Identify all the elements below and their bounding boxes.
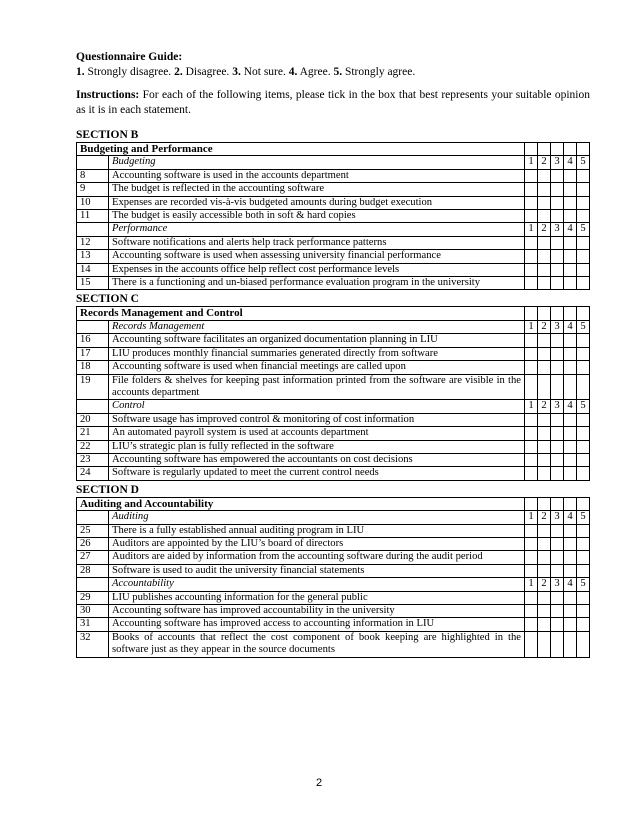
tick-box-5[interactable] (577, 236, 590, 249)
tick-box-3[interactable] (551, 277, 564, 290)
tick-box-2[interactable] (538, 169, 551, 182)
empty-cell (564, 307, 577, 320)
tick-box-2[interactable] (538, 277, 551, 290)
scale-header: 3 (551, 400, 564, 413)
item-number: 25 (77, 524, 109, 537)
empty-cell (551, 307, 564, 320)
empty-cell (525, 307, 538, 320)
tick-box-1[interactable] (525, 413, 538, 426)
table-row (77, 524, 590, 537)
item-number: 8 (77, 169, 109, 182)
questionnaire-table (76, 497, 590, 658)
tick-box-3[interactable] (551, 250, 564, 263)
tick-box-3[interactable] (551, 467, 564, 480)
scale-header: 4 (564, 578, 577, 591)
scale-header: 1 (525, 400, 538, 413)
empty-cell (77, 400, 109, 413)
section-heading: Records Management and Control (77, 307, 525, 320)
scale-header: 2 (538, 400, 551, 413)
tick-box-1[interactable] (525, 236, 538, 249)
group-name: Records Management (109, 320, 525, 333)
group-name: Accountability (109, 578, 525, 591)
table-row (77, 551, 590, 564)
scale-header: 5 (577, 400, 590, 413)
section-title: SECTION D (76, 483, 139, 496)
group-name: Budgeting (109, 156, 525, 169)
tick-box-2[interactable] (538, 631, 551, 657)
tick-box-1[interactable] (525, 334, 538, 347)
tick-box-4[interactable] (564, 564, 577, 577)
tick-box-5[interactable] (577, 631, 590, 657)
tick-box-1[interactable] (525, 427, 538, 440)
guide-title: Questionnaire Guide: (76, 51, 183, 63)
item-number: 20 (77, 413, 109, 426)
tick-box-1[interactable] (525, 631, 538, 657)
table-row (77, 537, 590, 550)
tick-box-5[interactable] (577, 413, 590, 426)
scale-header: 5 (577, 511, 590, 524)
tick-box-3[interactable] (551, 618, 564, 631)
tick-box-2[interactable] (538, 618, 551, 631)
tick-box-4[interactable] (564, 453, 577, 466)
section-title: SECTION B (76, 129, 139, 141)
tick-box-4[interactable] (564, 467, 577, 480)
item-statement: Auditors are appointed by the LIU’s board of directors (109, 537, 525, 550)
empty-cell (564, 497, 577, 510)
tick-box-5[interactable] (577, 210, 590, 223)
tick-box-3[interactable] (551, 183, 564, 196)
item-statement: Accounting software is used in the accounts department (109, 169, 525, 182)
item-number: 19 (77, 374, 109, 400)
table-row (77, 236, 590, 249)
page-number: 2 (315, 777, 323, 789)
tick-box-4[interactable] (564, 631, 577, 657)
tick-box-5[interactable] (577, 277, 590, 290)
group-header-row (77, 400, 590, 413)
scale-header: 2 (538, 320, 551, 333)
empty-cell (564, 143, 577, 156)
scale-header: 1 (525, 156, 538, 169)
item-number: 17 (77, 347, 109, 360)
tick-box-3[interactable] (551, 347, 564, 360)
scale-header: 2 (538, 223, 551, 236)
tick-box-1[interactable] (525, 277, 538, 290)
tick-box-3[interactable] (551, 605, 564, 618)
tick-box-4[interactable] (564, 427, 577, 440)
tick-box-2[interactable] (538, 196, 551, 209)
scale-header: 3 (551, 578, 564, 591)
table-row (77, 605, 590, 618)
scale-header: 4 (564, 156, 577, 169)
table-row (77, 277, 590, 290)
item-statement: Software usage has improved control & monitoring of cost information (109, 413, 525, 426)
tick-box-3[interactable] (551, 453, 564, 466)
scale-header: 1 (525, 511, 538, 524)
table-row (77, 467, 590, 480)
item-statement: LIU’s strategic plan is fully reflected in the software (109, 440, 525, 453)
tick-box-1[interactable] (525, 183, 538, 196)
section-heading-row (77, 143, 590, 156)
instructions-text: For each of the following items, please tick in the box that best represents your suitable opinion as it is in each statement. (76, 89, 591, 116)
tick-box-2[interactable] (538, 183, 551, 196)
tick-box-2[interactable] (538, 467, 551, 480)
guide-scale (76, 65, 590, 80)
tick-box-1[interactable] (525, 524, 538, 537)
table-row (77, 374, 590, 400)
empty-cell (538, 143, 551, 156)
questionnaire-table (76, 306, 590, 480)
empty-cell (551, 143, 564, 156)
group-name: Control (109, 400, 525, 413)
tick-box-3[interactable] (551, 169, 564, 182)
table-row (77, 361, 590, 374)
tick-box-4[interactable] (564, 347, 577, 360)
empty-cell (77, 223, 109, 236)
tick-box-4[interactable] (564, 618, 577, 631)
scale-header: 4 (564, 223, 577, 236)
scale-num: 4. (288, 66, 298, 78)
tick-box-5[interactable] (577, 169, 590, 182)
item-number: 16 (77, 334, 109, 347)
scale-label: Agree. (299, 66, 331, 78)
tick-box-3[interactable] (551, 196, 564, 209)
tick-box-1[interactable] (525, 250, 538, 263)
tick-box-2[interactable] (538, 374, 551, 400)
tick-box-5[interactable] (577, 347, 590, 360)
tick-box-4[interactable] (564, 196, 577, 209)
empty-cell (77, 320, 109, 333)
tick-box-3[interactable] (551, 591, 564, 604)
table-row (77, 453, 590, 466)
tick-box-2[interactable] (538, 453, 551, 466)
tick-box-3[interactable] (551, 631, 564, 657)
empty-cell (577, 497, 590, 510)
tick-box-2[interactable] (538, 605, 551, 618)
group-header-row (77, 223, 590, 236)
tick-box-4[interactable] (564, 524, 577, 537)
item-number: 32 (77, 631, 109, 657)
empty-cell (538, 307, 551, 320)
section-heading-row (77, 497, 590, 510)
scale-header: 4 (564, 511, 577, 524)
tick-box-4[interactable] (564, 277, 577, 290)
table-row (77, 169, 590, 182)
group-header-row (77, 578, 590, 591)
item-statement: There is a fully established annual auditing program in LIU (109, 524, 525, 537)
tick-box-1[interactable] (525, 605, 538, 618)
scale-header: 4 (564, 320, 577, 333)
item-statement: Accounting software is used when financial meetings are called upon (109, 361, 525, 374)
tick-box-5[interactable] (577, 263, 590, 276)
item-number: 11 (77, 210, 109, 223)
instructions-label: Instructions: (76, 89, 140, 101)
scale-label: Strongly disagree. (87, 66, 172, 78)
section-heading: Budgeting and Performance (77, 143, 525, 156)
scale-num: 3. (232, 66, 241, 78)
empty-cell (525, 143, 538, 156)
tick-box-1[interactable] (525, 618, 538, 631)
item-number: 30 (77, 605, 109, 618)
section-title: SECTION C (76, 293, 139, 306)
tick-box-1[interactable] (525, 591, 538, 604)
item-number: 13 (77, 250, 109, 263)
scale-num: 2. (174, 66, 183, 78)
empty-cell (77, 511, 109, 524)
tick-box-5[interactable] (577, 196, 590, 209)
tick-box-3[interactable] (551, 440, 564, 453)
scale-header: 5 (577, 223, 590, 236)
tick-box-3[interactable] (551, 564, 564, 577)
item-statement: Software is used to audit the university financial statements (109, 564, 525, 577)
scale-header: 4 (564, 400, 577, 413)
table-row (77, 250, 590, 263)
tick-box-5[interactable] (577, 605, 590, 618)
empty-cell (577, 307, 590, 320)
empty-cell (538, 497, 551, 510)
tick-box-4[interactable] (564, 440, 577, 453)
table-row (77, 183, 590, 196)
tick-box-3[interactable] (551, 263, 564, 276)
tick-box-2[interactable] (538, 427, 551, 440)
item-number: 12 (77, 236, 109, 249)
tick-box-2[interactable] (538, 591, 551, 604)
item-number: 28 (77, 564, 109, 577)
tick-box-2[interactable] (538, 551, 551, 564)
tick-box-1[interactable] (525, 440, 538, 453)
tick-box-2[interactable] (538, 537, 551, 550)
tick-box-2[interactable] (538, 440, 551, 453)
tick-box-5[interactable] (577, 524, 590, 537)
tick-box-4[interactable] (564, 263, 577, 276)
table-row (77, 347, 590, 360)
item-statement: The budget is easily accessible both in soft & hard copies (109, 210, 525, 223)
tick-box-4[interactable] (564, 236, 577, 249)
table-row (77, 210, 590, 223)
questionnaire-page (76, 50, 590, 658)
tick-box-5[interactable] (577, 440, 590, 453)
tick-box-1[interactable] (525, 467, 538, 480)
item-statement: Software is regularly updated to meet the current control needs (109, 467, 525, 480)
table-row (77, 440, 590, 453)
item-statement: File folders & shelves for keeping past information printed from the software are visible in the accounts department (109, 374, 525, 400)
tick-box-4[interactable] (564, 374, 577, 400)
tick-box-2[interactable] (538, 413, 551, 426)
scale-header: 3 (551, 320, 564, 333)
section-heading: Auditing and Accountability (77, 497, 525, 510)
instructions (76, 88, 590, 118)
tick-box-1[interactable] (525, 263, 538, 276)
questionnaire-table (76, 142, 590, 290)
item-statement: Auditors are aided by information from the accounting software during the audit period (109, 551, 525, 564)
scale-header: 5 (577, 578, 590, 591)
tick-box-4[interactable] (564, 413, 577, 426)
scale-header: 3 (551, 511, 564, 524)
tick-box-5[interactable] (577, 551, 590, 564)
tick-box-1[interactable] (525, 196, 538, 209)
empty-cell (551, 497, 564, 510)
scale-header: 2 (538, 511, 551, 524)
table-row (77, 334, 590, 347)
tick-box-1[interactable] (525, 210, 538, 223)
section-heading-row (77, 307, 590, 320)
scale-header: 3 (551, 156, 564, 169)
tick-box-2[interactable] (538, 263, 551, 276)
tick-box-2[interactable] (538, 210, 551, 223)
tick-box-5[interactable] (577, 183, 590, 196)
item-statement: The budget is reflected in the accounting software (109, 183, 525, 196)
item-statement: Accounting software is used when assessing university financial performance (109, 250, 525, 263)
tick-box-1[interactable] (525, 169, 538, 182)
tick-box-4[interactable] (564, 605, 577, 618)
tick-box-1[interactable] (525, 551, 538, 564)
tick-box-5[interactable] (577, 334, 590, 347)
item-number: 10 (77, 196, 109, 209)
tick-box-3[interactable] (551, 427, 564, 440)
tick-box-4[interactable] (564, 591, 577, 604)
tick-box-4[interactable] (564, 537, 577, 550)
tick-box-1[interactable] (525, 374, 538, 400)
tick-box-3[interactable] (551, 210, 564, 223)
tick-box-4[interactable] (564, 210, 577, 223)
item-statement: Expenses in the accounts office help reflect cost performance levels (109, 263, 525, 276)
scale-num: 1. (76, 66, 85, 78)
empty-cell (577, 143, 590, 156)
table-row (77, 196, 590, 209)
tick-box-3[interactable] (551, 524, 564, 537)
tick-box-4[interactable] (564, 250, 577, 263)
tick-box-1[interactable] (525, 347, 538, 360)
item-statement: Expenses are recorded vis-à-vis budgeted amounts during budget execution (109, 196, 525, 209)
sections-container (76, 128, 590, 658)
group-header-row (77, 511, 590, 524)
table-row (77, 618, 590, 631)
tick-box-5[interactable] (577, 453, 590, 466)
tick-box-2[interactable] (538, 347, 551, 360)
tick-box-2[interactable] (538, 564, 551, 577)
scale-header: 1 (525, 320, 538, 333)
tick-box-2[interactable] (538, 334, 551, 347)
item-number: 31 (77, 618, 109, 631)
tick-box-2[interactable] (538, 361, 551, 374)
item-number: 29 (77, 591, 109, 604)
item-number: 9 (77, 183, 109, 196)
tick-box-5[interactable] (577, 427, 590, 440)
tick-box-5[interactable] (577, 374, 590, 400)
table-row (77, 591, 590, 604)
tick-box-3[interactable] (551, 537, 564, 550)
tick-box-5[interactable] (577, 618, 590, 631)
scale-header: 3 (551, 223, 564, 236)
item-number: 22 (77, 440, 109, 453)
tick-box-2[interactable] (538, 250, 551, 263)
tick-box-3[interactable] (551, 413, 564, 426)
empty-cell (525, 497, 538, 510)
scale-label: Disagree. (185, 66, 230, 78)
tick-box-1[interactable] (525, 453, 538, 466)
tick-box-4[interactable] (564, 361, 577, 374)
item-statement: Books of accounts that reflect the cost component of book keeping are highlighted in the software just as they appear in the source documents (109, 631, 525, 657)
tick-box-2[interactable] (538, 524, 551, 537)
tick-box-4[interactable] (564, 551, 577, 564)
item-number: 24 (77, 467, 109, 480)
group-header-row (77, 320, 590, 333)
item-statement: There is a functioning and un-biased performance evaluation program in the university (109, 277, 525, 290)
item-statement: Accounting software has empowered the accountants on cost decisions (109, 453, 525, 466)
tick-box-4[interactable] (564, 183, 577, 196)
tick-box-1[interactable] (525, 564, 538, 577)
item-number: 27 (77, 551, 109, 564)
item-statement: Accounting software has improved access to accounting information in LIU (109, 618, 525, 631)
tick-box-5[interactable] (577, 564, 590, 577)
tick-box-5[interactable] (577, 361, 590, 374)
table-row (77, 413, 590, 426)
empty-cell (77, 156, 109, 169)
tick-box-5[interactable] (577, 467, 590, 480)
table-row (77, 263, 590, 276)
tick-box-4[interactable] (564, 169, 577, 182)
scale-header: 1 (525, 223, 538, 236)
group-name: Auditing (109, 511, 525, 524)
group-name: Performance (109, 223, 525, 236)
item-statement: LIU publishes accounting information for the general public (109, 591, 525, 604)
tick-box-1[interactable] (525, 537, 538, 550)
item-number: 21 (77, 427, 109, 440)
scale-num: 5. (333, 66, 343, 78)
item-number: 14 (77, 263, 109, 276)
item-statement: Accounting software facilitates an organized documentation planning in LIU (109, 334, 525, 347)
tick-box-2[interactable] (538, 236, 551, 249)
scale-label: Strongly agree. (344, 66, 416, 78)
item-statement: Accounting software has improved accountability in the university (109, 605, 525, 618)
scale-header: 5 (577, 320, 590, 333)
item-statement: LIU produces monthly financial summaries generated directly from software (109, 347, 525, 360)
table-row (77, 564, 590, 577)
scale-label: Not sure. (243, 66, 286, 78)
group-header-row (77, 156, 590, 169)
tick-box-4[interactable] (564, 334, 577, 347)
item-number: 15 (77, 277, 109, 290)
scale-header: 2 (538, 578, 551, 591)
tick-box-5[interactable] (577, 537, 590, 550)
table-row (77, 631, 590, 657)
item-statement: An automated payroll system is used at accounts department (109, 427, 525, 440)
tick-box-5[interactable] (577, 591, 590, 604)
item-number: 18 (77, 361, 109, 374)
tick-box-3[interactable] (551, 334, 564, 347)
tick-box-3[interactable] (551, 361, 564, 374)
item-number: 26 (77, 537, 109, 550)
scale-header: 5 (577, 156, 590, 169)
empty-cell (77, 578, 109, 591)
tick-box-3[interactable] (551, 551, 564, 564)
item-number: 23 (77, 453, 109, 466)
scale-header: 2 (538, 156, 551, 169)
tick-box-3[interactable] (551, 374, 564, 400)
scale-header: 1 (525, 578, 538, 591)
item-statement: Software notifications and alerts help track performance patterns (109, 236, 525, 249)
tick-box-1[interactable] (525, 361, 538, 374)
tick-box-3[interactable] (551, 236, 564, 249)
tick-box-5[interactable] (577, 250, 590, 263)
table-row (77, 427, 590, 440)
